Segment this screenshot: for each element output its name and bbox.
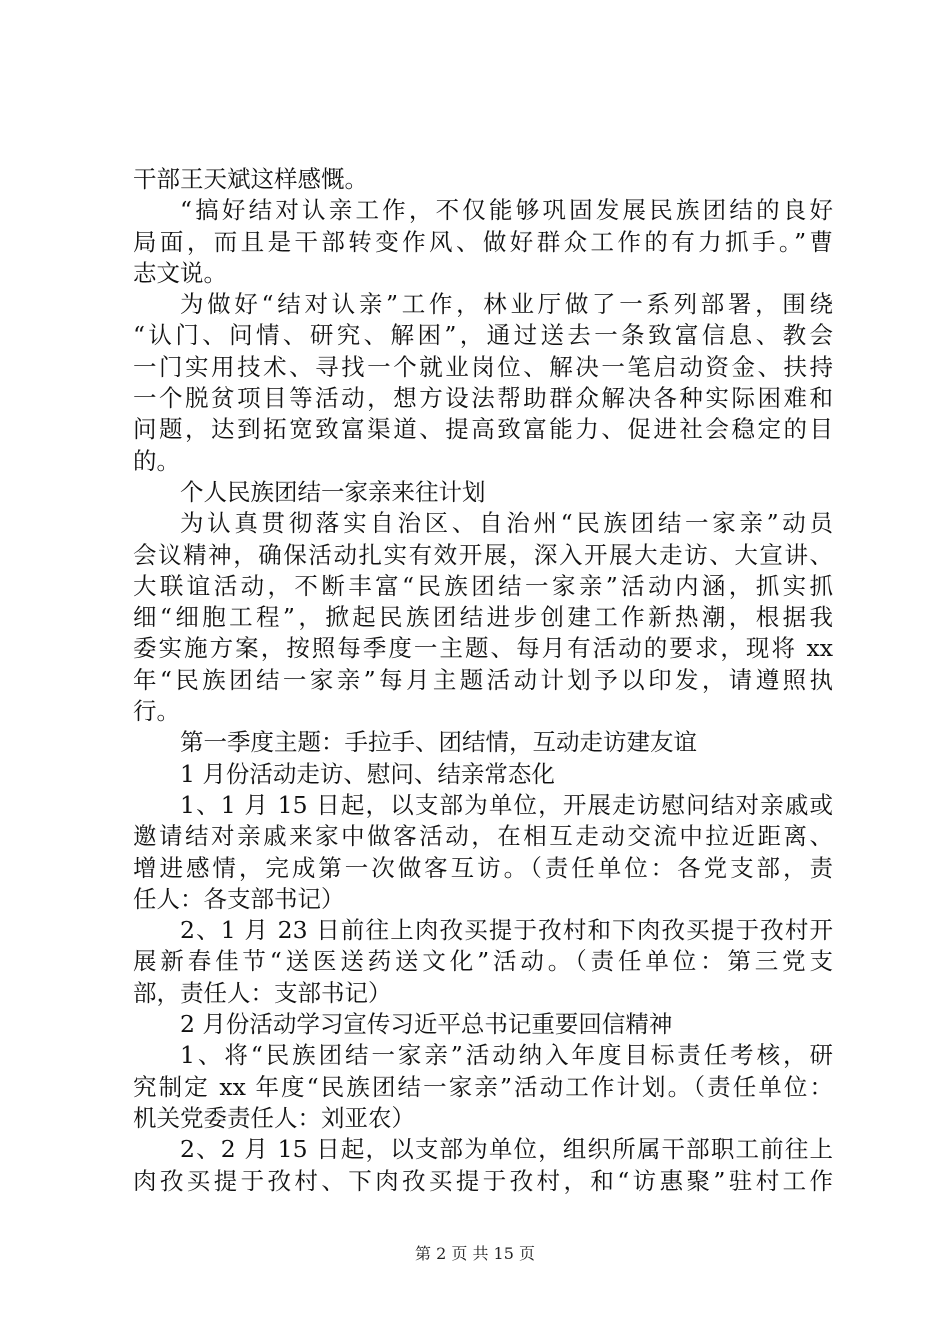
- text-line: 志文说。: [133, 258, 227, 287]
- text-line: 展新春佳节“送医送药送文化”活动。（责任单位：第三党支: [133, 947, 833, 976]
- text-line: 会议精神，确保活动扎实有效开展，深入开展大走访、大宣讲、: [133, 540, 833, 569]
- document-body: [133, 164, 833, 1197]
- text-line: 为认真贯彻落实自治区、自治州“民族团结一家亲”动员: [180, 509, 833, 538]
- text-line: 2、2 月 15 日起，以支部为单位，组织所属干部职工前往上: [180, 1135, 833, 1164]
- text-line: 1、1 月 15 日起，以支部为单位，开展走访慰问结对亲戚或: [180, 790, 833, 819]
- text-line: “认门、问情、研究、解困”，通过送去一条致富信息、教会: [133, 321, 833, 350]
- text-line: 增进感情，完成第一次做客互访。（责任单位：各党支部，责: [133, 853, 833, 882]
- text-line: 为做好“结对认亲”工作，林业厅做了一系列部署，围绕: [180, 290, 833, 319]
- text-line: 1 月份活动走访、慰问、结亲常态化: [180, 759, 555, 788]
- text-line: 大联谊活动，不断丰富“民族团结一家亲”活动内涵，抓实抓: [133, 571, 833, 600]
- page-number-label: 第 2 页 共 15 页: [415, 1244, 535, 1263]
- text-line: 任人：各支部书记）: [133, 884, 345, 913]
- text-line: 行。: [133, 697, 180, 726]
- text-line: “搞好结对认亲工作，不仅能够巩固发展民族团结的良好: [180, 196, 833, 225]
- text-line: 细“细胞工程”，掀起民族团结进步创建工作新热潮，根据我: [133, 603, 833, 632]
- text-line: 2、1 月 23 日前往上肉孜买提于孜村和下肉孜买提于孜村开: [180, 916, 833, 945]
- text-line: 问题，达到拓宽致富渠道、提高致富能力、促进社会稳定的目: [133, 415, 833, 444]
- text-line: 第一季度主题：手拉手、团结情，互动走访建友谊: [180, 728, 697, 757]
- text-line: 2 月份活动学习宣传习近平总书记重要回信精神: [180, 1010, 673, 1039]
- text-line: 部，责任人：支部书记）: [133, 978, 392, 1007]
- text-line: 一个脱贫项目等活动，想方设法帮助群众解决各种实际困难和: [133, 384, 833, 413]
- text-line: 的。: [133, 446, 180, 475]
- text-line: 机关党委责任人：刘亚农）: [133, 1103, 415, 1132]
- text-line: 一门实用技术、寻找一个就业岗位、解决一笔启动资金、扶持: [133, 352, 833, 381]
- text-line: 邀请结对亲戚来家中做客活动，在相互走动交流中拉近距离、: [133, 822, 833, 851]
- text-line: 1、将“民族团结一家亲”活动纳入年度目标责任考核，研: [180, 1041, 833, 1070]
- text-line: 肉孜买提于孜村、下肉孜买提于孜村，和“访惠聚”驻村工作: [133, 1166, 833, 1195]
- text-line: 干部王天斌这样感慨。: [133, 165, 368, 193]
- page-footer: [0, 1244, 950, 1264]
- text-line: 委实施方案，按照每季度一主题、每月有活动的要求，现将 xx: [133, 634, 833, 663]
- text-line: 年“民族团结一家亲”每月主题活动计划予以印发，请遵照执: [133, 665, 833, 694]
- text-line: 究制定 xx 年度“民族团结一家亲”活动工作计划。（责任单位：: [133, 1072, 833, 1101]
- text-line: 局面，而且是干部转变作风、做好群众工作的有力抓手。”曹: [133, 227, 833, 256]
- text-line: 个人民族团结一家亲来往计划: [180, 477, 486, 506]
